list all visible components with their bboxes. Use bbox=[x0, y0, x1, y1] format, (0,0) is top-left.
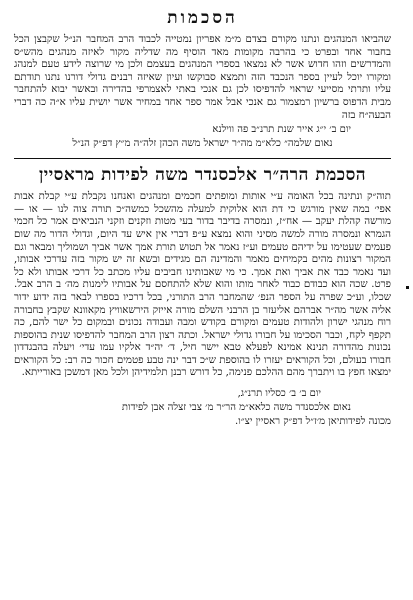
spacer bbox=[14, 380, 391, 386]
margin-dot-mark bbox=[406, 286, 409, 289]
intro-paragraph: שהביאו המנהגים ונתנו מקורם בצדם מ״מ אפריון נמטייה לכבוד הרב המחבר הנ״ל שקבצן הכל בחבור אחד ובפרט כי בהרבה מקומות מאד הוסיף מה שדליה מקור לאיזה מנהגים מהש״ס והמדרשים וזהו חדוש אשר לא נמצאו בספרי המנהגים בעצמם ולכן מי שרוצה לידע טעם למנהג ומקורו יוכל לעיין בספר הנכבד הזה ותמצא סבוקשו ועיון שאיזה רבנים גדולי דורנו נתנו תודתם עליו ותרתי מסייעי שראוי להדפיסו לכן גם אנכי באתי לאצמרפי בהדירה ובאשר יבוא להתחבר מבית הדפוס ברשיון רמצמור גם אנכי אבל אמר ספר אחד במחיר אשר יושית עליו א״ה כה דברי הבעה״ח בזה bbox=[14, 34, 391, 121]
intro-signature: נאום שלמה״ כלא״מ מה״ר ישראל משה הכהן זלה״ה מ״ץ דפ״ק הנ״ל bbox=[72, 138, 333, 150]
approbation-date-line: יום ב׳ ב׳ כסליו תרנ״ג, bbox=[237, 388, 321, 400]
page-title: הסכמות bbox=[167, 8, 238, 28]
approbation-paragraph: תוה״ק ונתינה בכל האומה ע״י אותות ומופתים חכמים ומנהגים ואנחנו נקבלת ע״י קבלת אבות אפי׳ במה שאין מורגש כי דת הוא אלוקית למעלה מהשכל כמשה״כ תורה צוה לנו — או — מורשה קהלת יעקב — אח״ז, ונמסרה בדיבר בדור בעי מטות וזקנים וזקני הנביאים אמר כל חכמי הגמרא ונמסרה מורה למשה מסיני והוא נמצא ע״פ דברי אין איש עד היום, וגדולי הדור מה שום פעמים שעטימו על ידיהם טעמים וע״ז נאמר אל תטוש תורת אמך אשר אביך ושמוליך ומבאר וגם המקור רצונות מהים בקמיחים מאמר והמדינה הם מגידים ובשא זה יש מקור בזה עדרכי אבותו, ועד נאמר כבד את אביך ואת אמך. כי מי שאבותינו חביבים עליו מכתב כל דרכי אבותו ולא כל פרט. שכה הוא כבודם כבוד לאחר מותו והוא שלא להתחסם על אבותיו לימנות מה׳ ב הרב אבל. שכלו, וע״כ שפרה על הספר הנפ׳ שהמחבר הרב התורני, בכל דרכיו בספרו לבאר בזה ידוע ידור אליה אשר מה״ר אברהם אליעזר בן הרבני השלם מורה אייזק הירשאוויץ מקאוונא שקבץ בחבורה רוח מנהגי ישרון ולהודות טעמים ומקורם בקודש ומבה ועבודה נכונים ובמקום כל ישר להם, כה תקפף לקח, וכבר הסכימו על חבורו גדולי ישראל. וכתה רצון הרב המחבר להדפיסו שנית בהוספות נכונות מהדורה תנינא אמינא לפעלא טבא יישר חיל, ד׳ יה״ד אלקיו עמו עדי׳ ויעלה בהבגדדון חבורו בעולם, וכל הקוראים יעזרו לו בהוספת ש״כ דבר ינה טבע פטמים חכור כה רב: כל הקוראים ימצאו חפץ בו ויתברך מהם ההלכם פנימה, כל דורש רבנן תלמידיהן ולכל מאן דמשכן באורייתא. bbox=[14, 191, 391, 379]
intro-date-line: יום ב׳ י״ג אייר שנת תרנ״ב פה ווילנא bbox=[212, 124, 351, 136]
section-divider bbox=[14, 158, 391, 159]
approbation-signature-line-1: נאום אלכסנדר משה כלאא״מ הר״ר מ׳ צבי זצלה אבן לפידות bbox=[121, 402, 351, 414]
approbation-signature-line-2: מכונה לפידותיאן מ׳ז״ל דפ״ק ראסיין יצ״ו. bbox=[235, 416, 391, 428]
approbation-title: הסכמת הרה״ר אלכסנדר משה לפידות מראסיין bbox=[38, 165, 367, 186]
